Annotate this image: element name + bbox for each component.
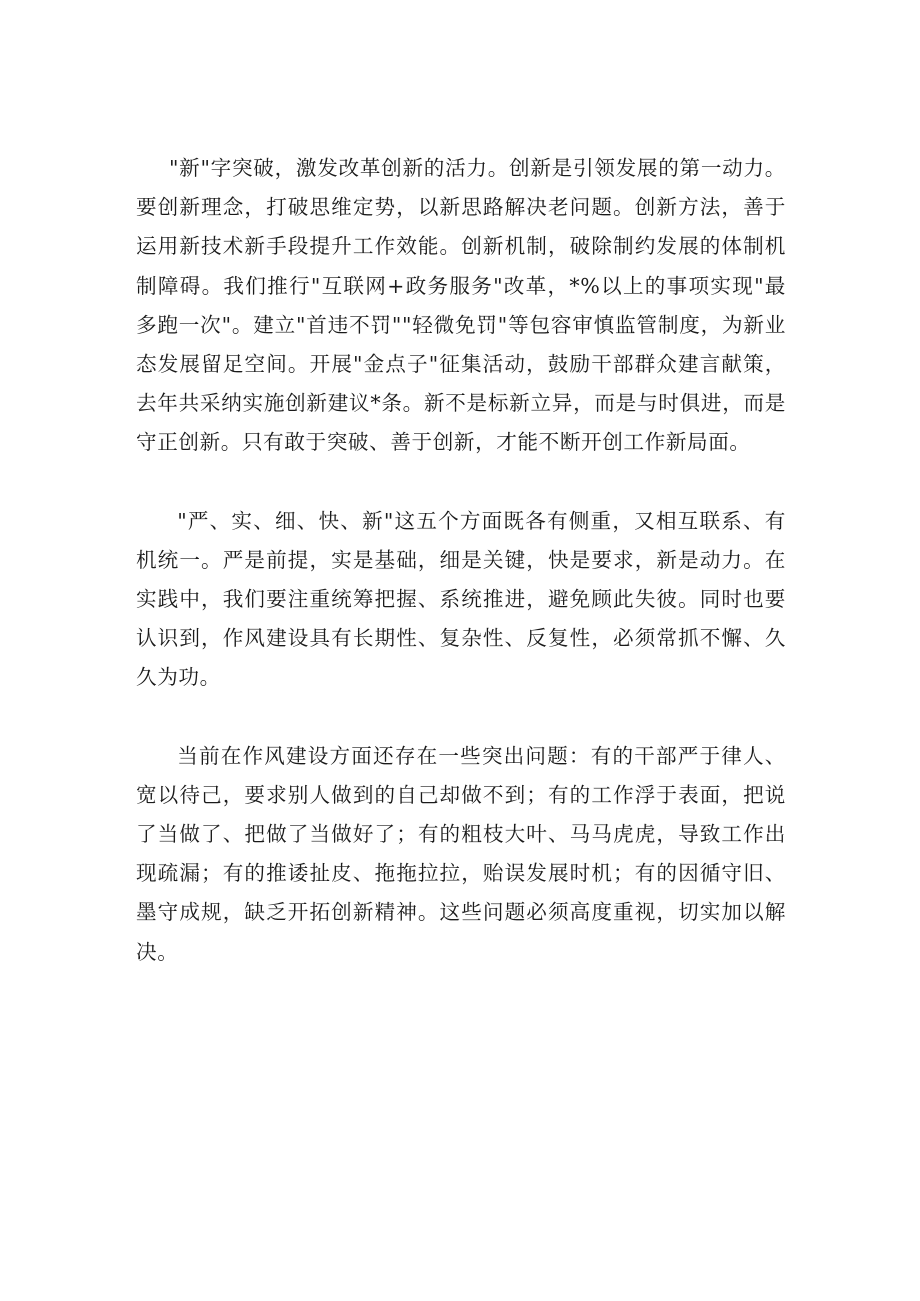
paragraph-innovation: "新"字突破，激发改革创新的活力。创新是引领发展的第一动力。要创新理念，打破思维定势，以新思路解决老问题。创新方法，善于运用新技术新手段提升工作效能。创新机制，破除制约发展的体制机制障碍。我们推行"互联网+政务服务"改革，*%以上的事项实现"最多跑一次"。建立"首违不罚""轻微免罚"等包容审慎监管制度，为新业态发展留足空间。开展"金点子"征集活动，鼓励干部群众建言献策，去年共采纳实施创新建议*条。新不是标新立异，而是与时俱进，而是守正创新。只有敢于突破、善于创新，才能不断开创工作新局面。 xyxy=(136,156,786,455)
document-body xyxy=(136,149,786,1011)
paragraph-current-problems: 当前在作风建设方面还存在一些突出问题：有的干部严于律人、宽以待己，要求别人做到的自己却做不到；有的工作浮于表面，把说了当做了、把做了当做好了；有的粗枝大叶、马马虎虎，导致工作出现疏漏；有的推诿扯皮、拖拖拉拉，贻误发展时机；有的因循守旧、墨守成规，缺乏开拓创新精神。这些问题必须高度重视，切实加以解决。 xyxy=(136,743,786,964)
paragraph-five-aspects: "严、实、细、快、新"这五个方面既各有侧重，又相互联系、有机统一。严是前提，实是基础，细是关键，快是要求，新是动力。在实践中，我们要注重统筹把握、系统推进，避免顾此失彼。同时也要认识到，作风建设具有长期性、复杂性、反复性，必须常抓不懈、久久为功。 xyxy=(136,508,786,690)
